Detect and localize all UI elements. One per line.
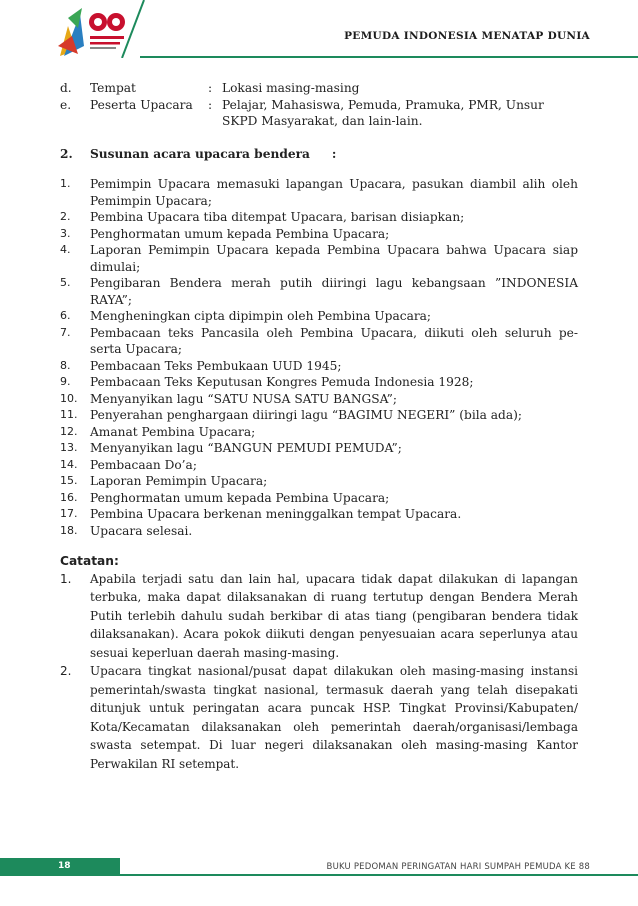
list-item — [60, 440, 578, 457]
item-number: 13. — [60, 441, 78, 454]
item-number: 18. — [60, 523, 78, 537]
item-number: 8. — [60, 358, 71, 372]
item-number: 17. — [60, 507, 78, 520]
item-text: Pengibaran Bendera merah putih diiringi lagu kebangsaan ”INDONESIA RAYA”; — [90, 276, 578, 307]
page-footer — [0, 858, 638, 876]
note-number: 1. — [60, 571, 72, 586]
detail-value: Pelajar, Mahasiswa, Pemuda, Pramuka, PMR, Unsur SKPD Masyarakat, dan lain-lain. — [222, 97, 544, 128]
item-number: 6. — [60, 309, 71, 322]
list-item — [60, 308, 578, 325]
detail-colon: : — [208, 81, 213, 95]
item-number: 5. — [60, 276, 71, 289]
item-text: Mengheningkan cipta dipimpin oleh Pembina Upacara; — [90, 309, 432, 323]
note-number: 2. — [60, 664, 72, 678]
section-colon: : — [331, 146, 337, 161]
list-item — [60, 523, 578, 540]
item-number: 3. — [60, 226, 71, 240]
page-number: 18 — [58, 861, 71, 871]
item-text: Pembacaan teks Pancasila oleh Pembina Upacara, diikuti oleh seluruh pe-serta Upacara; — [90, 325, 578, 356]
footer-book-title: BUKU PEDOMAN PERINGATAN HARI SUMPAH PEMUDA KE 88 — [326, 862, 590, 872]
item-text: Pembacaan Teks Keputusan Kongres Pemuda Indonesia 1928; — [90, 375, 474, 389]
notes-heading: Catatan: — [60, 554, 119, 568]
list-item — [60, 209, 578, 226]
running-header-title: PEMUDA INDONESIA MENATAP DUNIA — [344, 30, 590, 42]
detail-row — [60, 80, 578, 97]
item-text: Pembacaan Teks Pembukaan UUD 1945; — [90, 358, 342, 373]
note-text: Upacara tingkat nasional/pusat dapat dilakukan oleh masing-masing instansi pemerintah/swasta tingkat nasional, termasuk daerah yang telah disepakati ditunjuk untuk peringatan acara puncak HSP. Tingkat Provinsi/Kabupaten/ Kota/Kecamatan dilaksanakan oleh pemerintah daerah/organisasi/lembaga swasta setempat. Di luar negeri dilaksanakan oleh masing-masing Kantor Perwakilan RI setempat. — [90, 664, 578, 771]
list-item — [60, 275, 578, 308]
item-text: Laporan Pemimpin Upacara; — [90, 474, 268, 488]
list-item — [60, 358, 578, 375]
sumpah-pemuda-88-logo — [58, 6, 128, 58]
item-text: Penghormatan umum kepada Pembina Upacara; — [90, 226, 390, 241]
item-number: 1. — [60, 177, 71, 190]
list-item — [60, 226, 578, 243]
page-body — [60, 80, 578, 773]
note-text: Apabila terjadi satu dan lain hal, upacara tidak dapat dilakukan di lapangan terbuka, maka dapat dilaksanakan di ruang tertutup dengan Bendera Merah Putih terlebih dahulu sudah berkibar di atas tiang (pengibaran bendera tidak dilaksanakan). Acara pokok diikuti dengan penyesuaian acara seperlunya atau sesuai keperluan daerah masing-masing. — [90, 571, 578, 660]
item-text: Menyanyikan lagu “SATU NUSA SATU BANGSA”; — [90, 391, 397, 406]
item-number: 4. — [60, 243, 71, 256]
item-text: Penyerahan penghargaan diiringi lagu “BAGIMU NEGERI” (bila ada); — [90, 408, 522, 422]
list-item — [60, 407, 578, 424]
item-number: 7. — [60, 325, 71, 339]
item-text: Pembina Upacara berkenan meninggalkan tempat Upacara. — [90, 507, 462, 521]
list-item — [60, 242, 578, 275]
item-number: 16. — [60, 490, 78, 504]
list-item — [60, 473, 578, 490]
item-number: 14. — [60, 457, 78, 471]
list-item — [60, 424, 578, 441]
detail-label: Peserta Upacara — [90, 97, 193, 112]
item-text: Amanat Pembina Upacara; — [90, 424, 256, 439]
item-number: 15. — [60, 474, 78, 487]
list-item — [60, 374, 578, 391]
list-item — [60, 391, 578, 408]
ceremony-steps-list — [60, 176, 578, 539]
item-text: Pembacaan Do’a; — [90, 457, 197, 472]
item-number: 9. — [60, 375, 71, 388]
detail-colon: : — [208, 97, 213, 112]
note-item — [60, 662, 578, 773]
detail-label: Tempat — [90, 81, 136, 95]
item-number: 2. — [60, 210, 71, 223]
detail-key: e. — [60, 97, 72, 112]
item-text: Laporan Pemimpin Upacara kepada Pembina Upacara bahwa Upacara siap dimulai; — [90, 243, 578, 274]
detail-row — [60, 97, 578, 130]
item-text: Penghormatan umum kepada Pembina Upacara; — [90, 490, 390, 505]
page-header — [0, 0, 638, 58]
section-title: Susunan acara upacara bendera — [90, 146, 310, 161]
item-text: Upacara selesai. — [90, 523, 193, 538]
section-number: 2. — [60, 146, 73, 161]
item-number: 10. — [60, 391, 78, 405]
header-rule — [140, 0, 638, 58]
note-item — [60, 570, 578, 663]
list-item — [60, 457, 578, 474]
item-number: 11. — [60, 408, 78, 421]
list-item — [60, 176, 578, 209]
list-item — [60, 490, 578, 507]
item-number: 12. — [60, 424, 78, 438]
item-text: Menyanyikan lagu “BANGUN PEMUDI PEMUDA”; — [90, 441, 402, 455]
detail-key: d. — [60, 81, 72, 95]
section-heading — [60, 146, 578, 163]
item-text: Pemimpin Upacara memasuki lapangan Upacara, pasukan diambil alih oleh Pemimpin Upacara; — [90, 177, 578, 208]
detail-value: Lokasi masing-masing — [222, 81, 360, 95]
list-item — [60, 506, 578, 523]
item-text: Pembina Upacara tiba ditempat Upacara, barisan disiapkan; — [90, 210, 465, 224]
list-item — [60, 325, 578, 358]
